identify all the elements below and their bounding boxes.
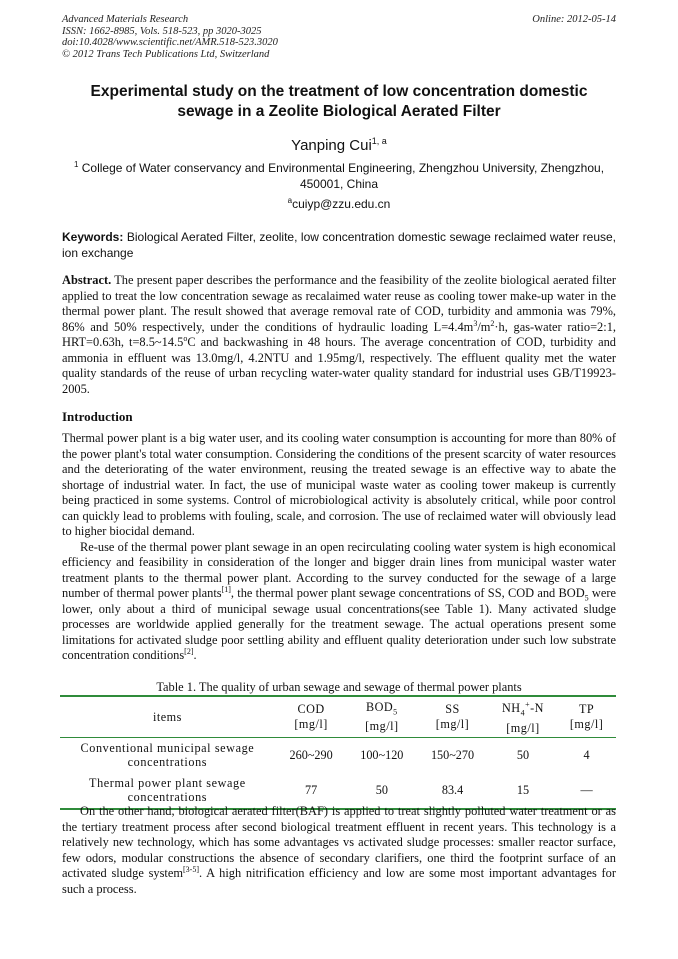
cell-cod: 77 (305, 782, 318, 797)
keywords (62, 229, 616, 261)
abstract-text-3: ·h, gas-water ratio=2:1, HRT=0.63h, t=8.5~14.5 (62, 319, 616, 349)
header-items: items (152, 709, 182, 724)
intro-paragraph-2 (62, 540, 616, 664)
keywords-text: Biological Aerated Filter, zeolite, low concentration domestic sewage reclaimed water reuse, ion exchange (62, 230, 616, 260)
online-date: Online: 2012-05-14 (532, 14, 616, 25)
header-ss-unit: [mg/l] (435, 716, 470, 731)
cell-tp: 4 (583, 747, 590, 762)
author-email (62, 193, 616, 212)
intro-p2-text-d: . (193, 648, 197, 662)
email-text: cuiyp@zzu.edu.cn (292, 197, 391, 211)
header-bod-label (349, 700, 414, 720)
abstract-sup-3: o (183, 333, 188, 343)
header-cod (275, 696, 348, 737)
intro-paragraph-1: Thermal power plant is a big water user, and its cooling water consumption is accounting for more than 80% of the power plant's total water consumption. Considering the conditions of the present scarcity of water resources and the deteriorating of the water environment, reusing the treated sewage is an effective way to abate the shortage of industrial water. In fact, the use of municipal waste water as cooling tower makeup is currently being practiced in some systems. Control of microbiological activity is absolutely critical, while poor control can quickly lead to problems with fouling, scale, and corrosion. The use of reclaimed water will obviously lead to higher biocidal demand. (62, 431, 616, 538)
affiliation (62, 157, 616, 192)
journal-doi: doi:10.4028/www.scientific.net/AMR.518-523.3020 (62, 37, 278, 48)
abstract (62, 273, 616, 397)
cell-nh4: 15 (516, 782, 530, 797)
author-name: Yanping Cui (291, 137, 372, 154)
cell-nh4: 50 (516, 747, 530, 762)
affiliation-superscript: 1 (73, 160, 79, 169)
affiliation-text: College of Water conservancy and Environmental Engineering, Zhengzhou University, Zhengzhou, 450001, China (81, 161, 605, 191)
after-text-a: On the other hand, biological aerated filter(BAF) is applied to treat slightly polluted water treatment or as the tertiary treatment process after second biological treatment effluent in recent years. This technology is a relatively new technology, which has some advantages vs activated sludge processes: smaller reactor surface, few odors, modular constructions the absence of secondary clarifiers, one third the footprint surface of an activated sludge system (62, 804, 616, 880)
header-nh4-label (491, 698, 555, 721)
abstract-sup-1: 3 (473, 318, 478, 328)
keywords-label: Keywords: (62, 230, 124, 244)
intro-p2-text-c: were lower, only about a third of municipal sewage usual concentrations(see Table 1). Many activated sludge processes are worldwide applied generally for the treatment sewage. The actual operations present some limitations for activated sludge poor settling ability and effluent quality deterioration under such low substrate concentration conditions (62, 586, 616, 662)
bod-sub: 5 (393, 706, 398, 716)
citation-3-5: [3-5] (182, 864, 199, 874)
after-table-paragraph (62, 804, 616, 897)
header-tp-label: TP (578, 702, 595, 717)
intro-p2-text-a: Re-use of the thermal power plant sewage in an open recirculating cooling water system is high economical efficiency and feasibility in consideration of the longer and bigger drain lines from municipal waster water treatment plants to the thermal power plant. According to the survey conducted for the sewage of a large number of thermal power plants (62, 539, 616, 600)
nh4-text: NH (501, 701, 521, 716)
email-superscript: a (287, 196, 293, 205)
citation-2: [2] (184, 646, 194, 656)
abstract-sup-2: 2 (490, 318, 495, 328)
header-cod-label: COD (297, 702, 325, 717)
journal-header (62, 14, 616, 60)
title-line-2: sewage in a Zeolite Biological Aerated Filter (177, 103, 501, 120)
table-header-row (60, 696, 616, 737)
journal-name: Advanced Materials Research (62, 14, 189, 25)
header-bod-unit: [mg/l] (365, 719, 399, 734)
introduction-body (62, 431, 616, 664)
cell-ss: 83.4 (441, 782, 464, 797)
table-row (60, 737, 616, 773)
header-bod (347, 696, 416, 737)
header-tp (557, 696, 616, 737)
quality-table-wrapper (60, 695, 616, 810)
header-nh4 (489, 696, 557, 737)
introduction-heading: Introduction (62, 409, 133, 424)
nh4-sub: 4 (520, 708, 526, 718)
nh4-sup: + (525, 700, 531, 709)
quality-table (60, 695, 616, 810)
abstract-text-4: C and backwashing in 48 hours. The average concentration of COD, turbidity and ammonia in effluent was 13.0mg/l, 4.2NTU and 1.95mg/l, respectively. The effluent quality met the water quality standards of the reuse of urban recycling water-water quality standard for industrial uses GB/T19923-2005. (62, 335, 616, 396)
cell-bod: 50 (375, 782, 388, 797)
author-superscript: 1, a (371, 136, 387, 146)
header-nh4-unit: [mg/l] (506, 721, 540, 735)
cell-ss: 150~270 (430, 747, 475, 762)
after-table-body (62, 804, 616, 897)
nh4-tail: -N (530, 701, 544, 716)
abstract-text-2: /m (477, 319, 491, 334)
intro-p2-text-b: , the thermal power plant sewage concentrations of SS, COD and BOD (230, 586, 585, 600)
header-ss (416, 696, 489, 737)
table-caption: Table 1. The quality of urban sewage and sewage of thermal power plants (156, 680, 522, 694)
citation-1: [1] (221, 584, 231, 594)
after-text-b: . A high nitrification efficiency and low are some most important advantages for such a process. (62, 866, 616, 896)
abstract-label: Abstract. (62, 273, 112, 287)
abstract-text-1: The present paper describes the performance and the feasibility of the zeolite biological aerated filter applied to treat the low concentration sewage as recalaimed water reuse as cooling tower make-up water in the thermal power plant. The result showed that average removal rate of COD, turbidity and ammonia was 79%, 86% and 50% respectively, under the conditions of hydraulic loading L=4.4m (62, 273, 617, 334)
abstract-paragraph (62, 273, 616, 397)
journal-copyright: © 2012 Trans Tech Publications Ltd, Switzerland (62, 48, 270, 60)
row-name: Thermal power plant sewage concentrations (89, 775, 246, 804)
cell-cod: 260~290 (289, 747, 333, 762)
header-cod-unit: [mg/l] (294, 716, 328, 731)
author (62, 131, 616, 156)
bod-text: BOD (365, 699, 394, 714)
journal-issn: ISSN: 1662-8985, Vols. 518-523, pp 3020-3025 (62, 25, 262, 37)
header-tp-unit: [mg/l] (569, 716, 604, 731)
title-line-1: Experimental study on the treatment of low concentration domestic (90, 83, 588, 100)
bod-subscript: 5 (584, 593, 589, 603)
cell-tp: — (580, 782, 593, 797)
row-name: Conventional municipal sewage concentrations (80, 740, 255, 769)
cell-bod: 100~120 (360, 747, 404, 762)
header-ss-label: SS (445, 702, 460, 717)
paper-title (62, 82, 616, 122)
